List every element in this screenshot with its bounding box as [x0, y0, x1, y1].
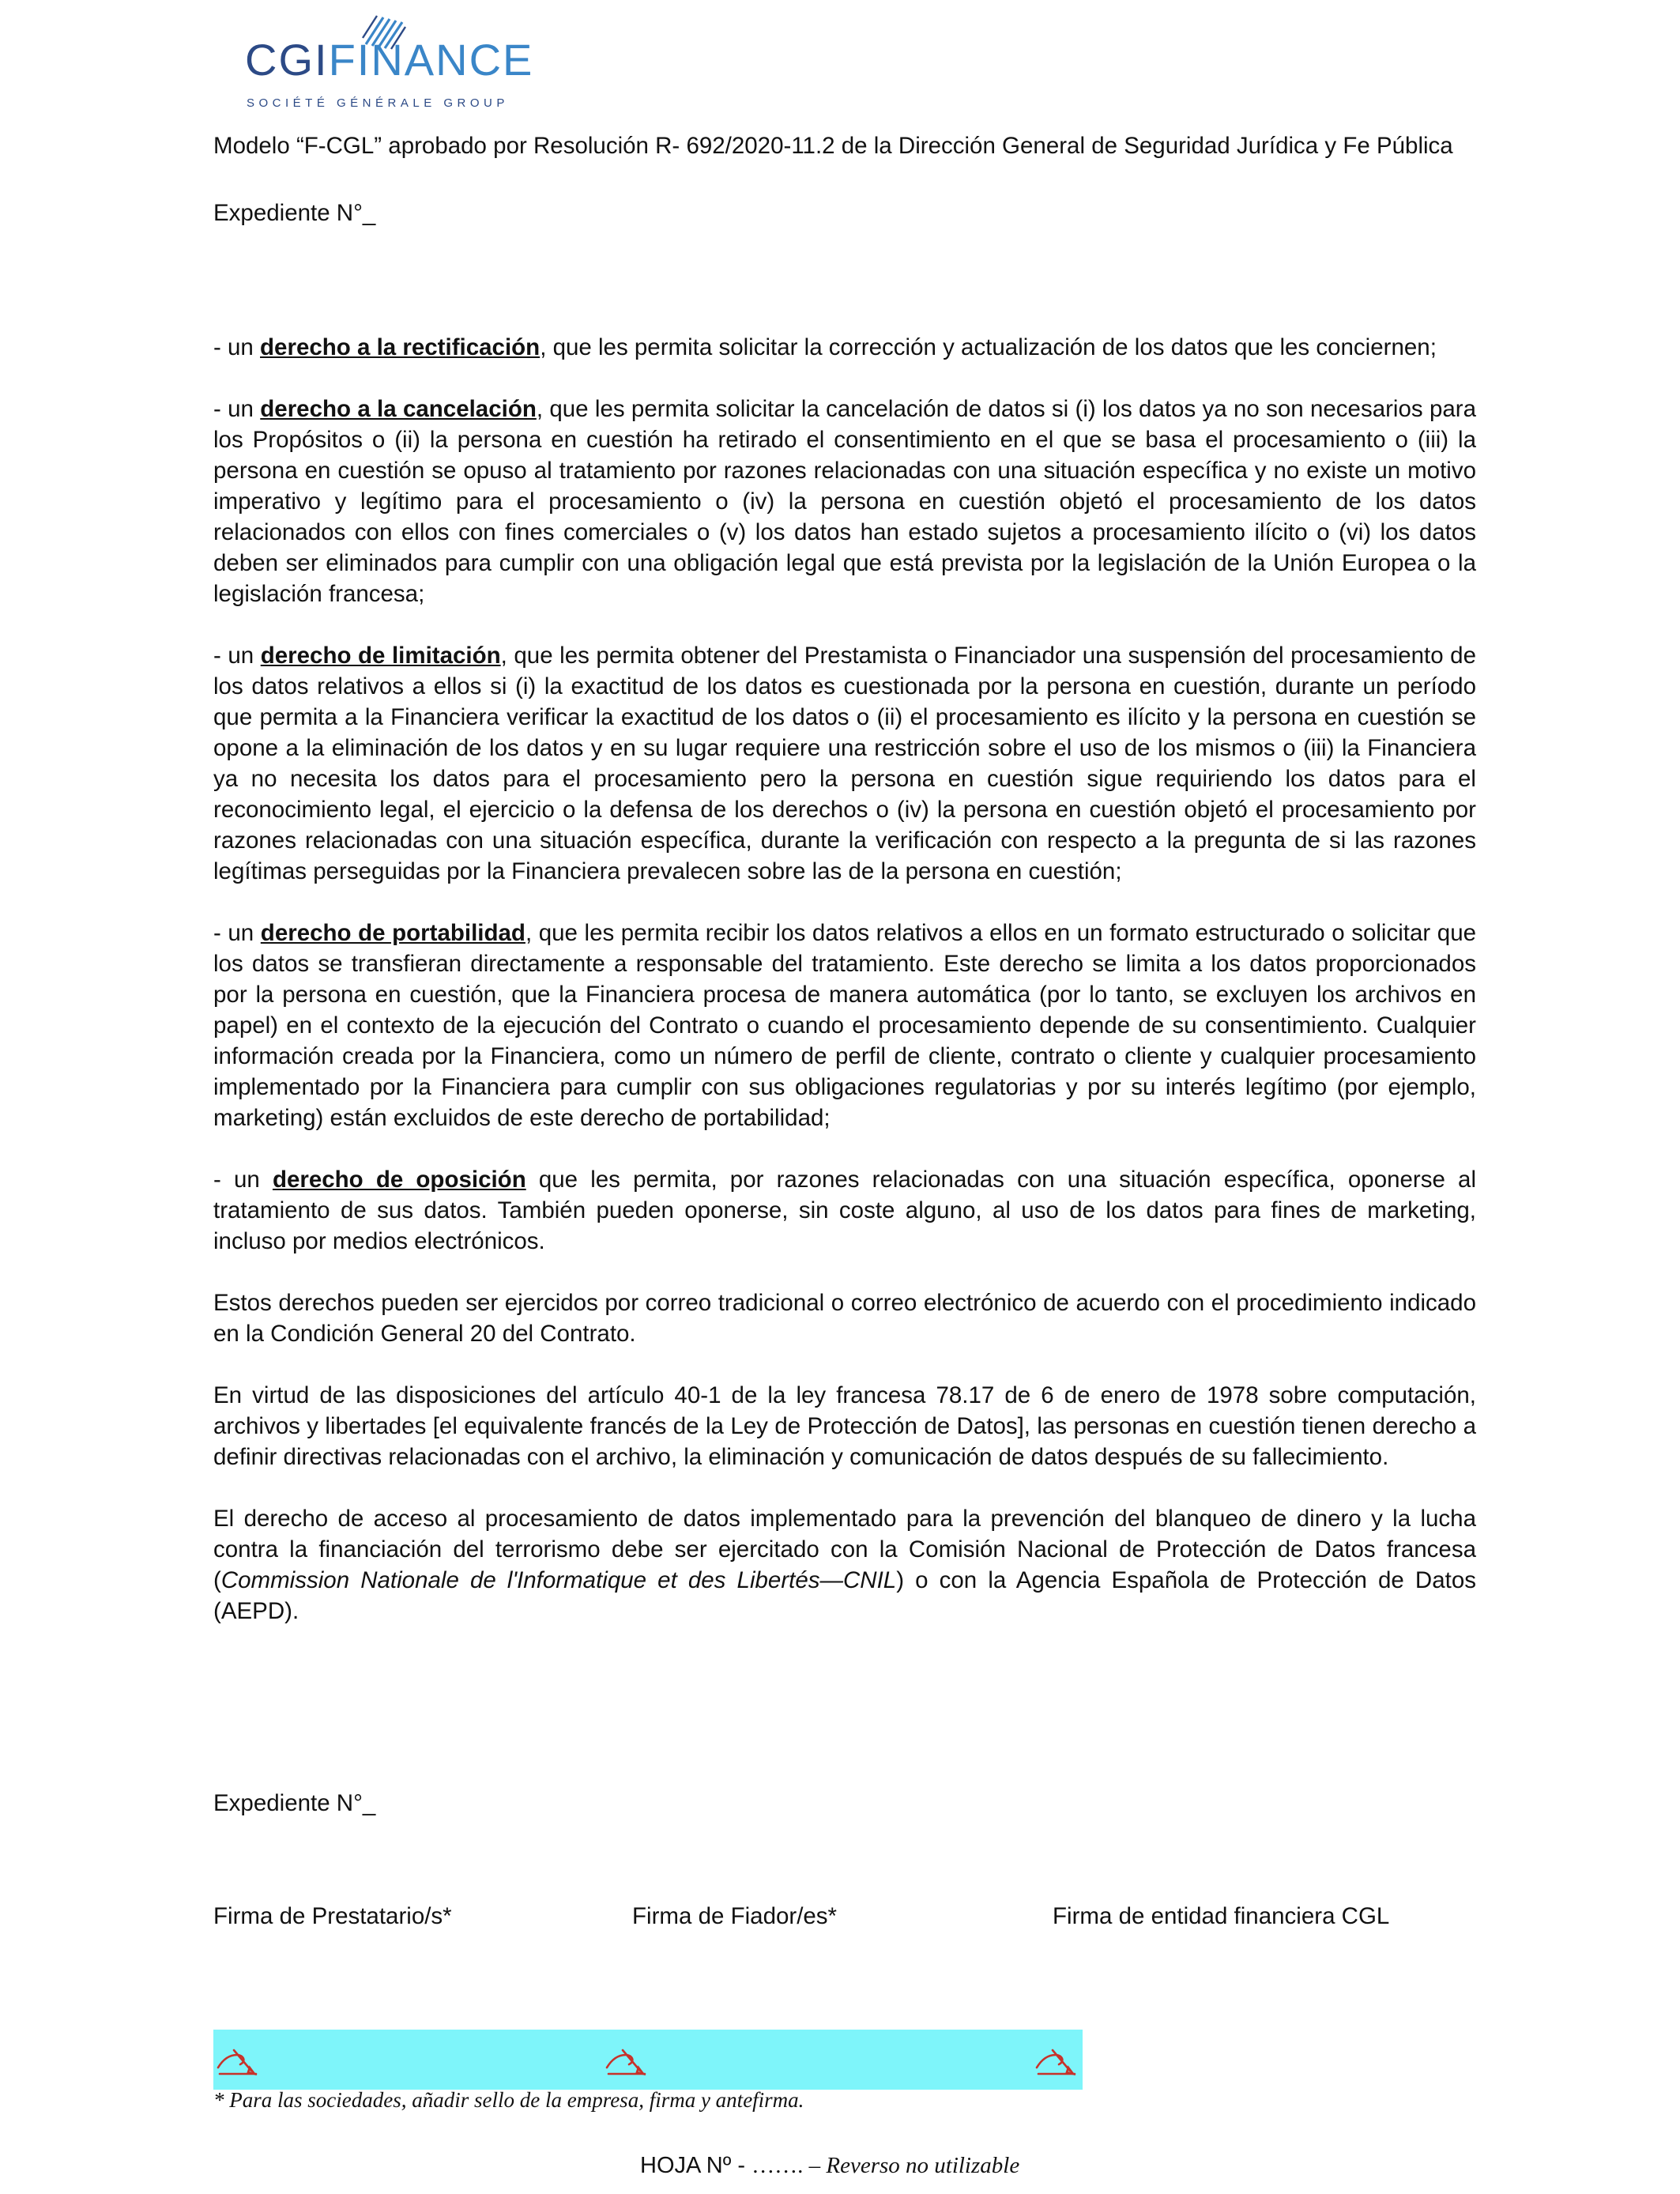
pen-writing-icon	[604, 2044, 648, 2079]
page-footer	[640, 2151, 1019, 2180]
right-limitation: - un derecho de limitación, que les permita obtener del Prestamista o Financiador una suspensión del procesamiento de los datos relativos a ellos si (i) la exactitud de los datos es cuestionada por la persona en cuestión, durante un período que permita a la Financiera verificar la exactitud de los datos o (ii) el procesamiento es ilícito y la persona en cuestión se opone a la eliminación de los datos y en su lugar requiere una restricción sobre el uso de los mismos o (iii) la Financiera ya no necesita los datos para el procesamiento pero la persona en cuestión sigue requiriendo los datos para el reconocimiento legal, el ejercicio o la defensa de los derechos o (iv) la persona en cuestión objetó el procesamiento por razones relacionadas con una situación específica, durante la verificación con respecto a la pregunta de si las razones legítimas perseguidas por la Financiera prevalecen sobre las de la persona en cuestión;	[213, 643, 1476, 884]
reverse-unusable-note: – Reverso no utilizable	[803, 2153, 1020, 2178]
entity-signature-label: Firma de entidad financiera CGL	[1053, 1903, 1390, 1929]
logo-tagline: SOCIÉTÉ GÉNÉRALE GROUP	[247, 96, 509, 110]
guarantor-signature-label: Firma de Fiador/es*	[632, 1903, 838, 1929]
borrower-signature-label: Firma de Prestatario/s*	[213, 1903, 452, 1929]
right-opposition: - un derecho de oposición que les permita, por razones relacionadas con una situación específica, oponerse al tratamiento de sus datos. También pueden oponerse, sin coste alguno, al uso de los datos para fines de marketing, incluso por medios electrónicos.	[213, 1167, 1476, 1254]
aml-access-paragraph: El derecho de acceso al procesamiento de datos implementado para la prevención del blanqueo de dinero y la lucha contra la financiación del terrorismo debe ser ejercitado con la Comisión Nacional de Protección de Datos francesa (Commission Nationale de l'Informatique et des Libertés—CNIL) o con la Agencia Española de Protección de Datos (AEPD).	[213, 1506, 1476, 1624]
term-cancellation: derecho a la cancelación	[260, 396, 537, 422]
french-law-paragraph: En virtud de las disposiciones del artículo 40-1 de la ley francesa 78.17 de 6 de enero de 1978 sobre computación, archivos y libertades [el equivalente francés de la Ley de Protección de Datos], las personas en cuestión tienen derecho a definir directivas relacionadas con el archivo, la eliminación y comunicación de datos después de su fallecimiento.	[213, 1382, 1476, 1470]
model-approval-line: Modelo “F-CGL” aprobado por Resolución R- 692/2020-11.2 de la Dirección General de Seguridad Jurídica y Fe Pública	[213, 133, 1453, 159]
right-cancellation: - un derecho a la cancelación, que les permita solicitar la cancelación de datos si (i) los datos ya no son necesarios para los Propósitos o (ii) la persona en cuestión ha retirado el consentimiento en el que se basa el procesamiento o (iii) la persona en cuestión se opuso al tratamiento por razones relacionadas con una situación específica y no existe un motivo imperativo y legítimo para el procesamiento o (iv) la persona en cuestión objetó el procesamiento de los datos relacionados con ellos con fines comerciales o (v) los datos han estado sujetos a procesamiento ilícito o (vi) los datos deben ser eliminados para cumplir con una obligación legal que está prevista por la legislación de la Unión Europea o la legislación francesa;	[213, 396, 1476, 607]
pen-writing-icon	[1034, 2044, 1078, 2079]
term-opposition: derecho de oposición	[272, 1167, 526, 1193]
cgi-finance-logo	[245, 14, 534, 110]
expediente-number-top: Expediente N°_	[213, 200, 376, 226]
cnil-name: Commission Nationale de l'Informatique et des Libertés—CNIL	[220, 1567, 897, 1593]
term-portability: derecho de portabilidad	[260, 920, 525, 946]
signature-area[interactable]	[213, 2030, 1083, 2090]
companies-note: * Para las sociedades, añadir sello de la empresa, firma y antefirma.	[213, 2088, 804, 2112]
term-limitation: derecho de limitación	[260, 643, 501, 669]
right-rectification: - un derecho a la rectificación, que les permita solicitar la corrección y actualización de los datos que les conciernen;	[213, 334, 1437, 360]
logo-wordmark: CGIFINANCE	[245, 35, 534, 85]
rights-body	[213, 332, 1476, 1657]
exercise-rights-paragraph: Estos derechos pueden ser ejercidos por correo tradicional o correo electrónico de acuerdo con el procedimiento indicado en la Condición General 20 del Contrato.	[213, 1290, 1476, 1347]
header-block	[213, 130, 1476, 228]
pen-writing-icon	[215, 2044, 259, 2079]
sheet-number-dots: …….	[751, 2153, 804, 2178]
right-portability: - un derecho de portabilidad, que les permita recibir los datos relativos a ellos en un formato estructurado o solicitar que los datos se transfieran directamente a responsable del tratamiento. Este derecho se limita a los datos proporcionados por la persona en cuestión, que la Financiera procesa de manera automática (por lo tanto, se excluyen los archivos en papel) en el contexto de la ejecución del Contrato o cuando el procesamiento depende de su consentimiento. Cualquier información creada por la Financiera, como un número de perfil de cliente, contrato o cliente y cualquier procesamiento implementado por la Financiera para cumplir con sus obligaciones regulatorias y por su interés legítimo (por ejemplo, marketing) están excluidos de este derecho de portabilidad;	[213, 920, 1477, 1131]
expediente-number-bottom: Expediente N°_	[213, 1790, 376, 1816]
sheet-number-label: HOJA Nº -	[640, 2153, 752, 2178]
term-rectification: derecho a la rectificación	[260, 334, 541, 360]
